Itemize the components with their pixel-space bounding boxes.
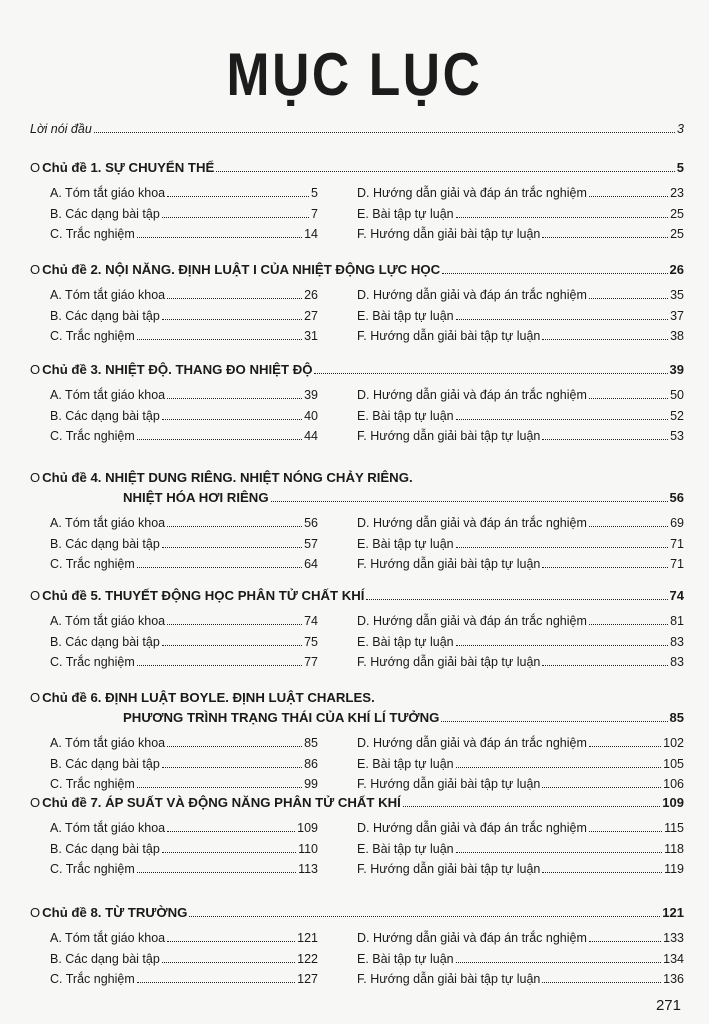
- chapter-page: 109: [662, 795, 684, 810]
- subentry-page: 7: [311, 206, 318, 221]
- dot-leader: [167, 195, 309, 197]
- chapter-title: Chủ đề 8. TỪ TRƯỜNG: [42, 905, 188, 920]
- dot-leader: [542, 871, 662, 873]
- toc-subentry[interactable]: [50, 409, 318, 423]
- subentry-page: 99: [304, 777, 318, 791]
- toc-subentry[interactable]: [357, 207, 684, 221]
- circle-bullet-icon: O: [30, 690, 41, 705]
- subentry-label: E. Bài tập tự luận: [357, 951, 454, 966]
- subentry-page: 40: [304, 408, 318, 423]
- subentry-label: C. Trắc nghiệm: [50, 557, 135, 571]
- subentry-page: 115: [664, 821, 684, 835]
- subentry-label: F. Hướng dẫn giải bài tập tự luận: [357, 227, 541, 241]
- dot-leader: [162, 961, 295, 963]
- dot-leader: [271, 500, 668, 502]
- subentry-page: 56: [304, 516, 318, 530]
- dot-leader: [167, 397, 302, 399]
- dot-leader: [441, 720, 667, 722]
- chapter-heading-continued[interactable]: [123, 710, 684, 725]
- toc-subentry[interactable]: [50, 635, 318, 649]
- subentry-page: 57: [304, 536, 318, 551]
- subentry-label: B. Các dạng bài tập: [50, 308, 160, 323]
- chapter-heading[interactable]: [30, 588, 684, 603]
- subentry-page: 119: [664, 862, 684, 876]
- subentry-label: B. Các dạng bài tập: [50, 951, 160, 966]
- subentry-page: 118: [664, 841, 684, 856]
- toc-subentry[interactable]: [357, 635, 684, 649]
- subentry-page: 69: [670, 516, 684, 530]
- subentry-page: 27: [304, 308, 318, 323]
- chapter-page: 5: [676, 160, 684, 175]
- subentry-label: F. Hướng dẫn giải bài tập tự luận: [357, 329, 541, 343]
- subentry-label: F. Hướng dẫn giải bài tập tự luận: [357, 655, 541, 669]
- subentry-label: A. Tóm tắt giáo khoa: [50, 931, 166, 945]
- toc-subentry[interactable]: [357, 972, 684, 986]
- toc-subentry[interactable]: [357, 614, 684, 628]
- subentry-page: 110: [298, 841, 318, 856]
- toc-subentry[interactable]: [357, 186, 684, 200]
- subentry-page: 106: [663, 777, 684, 791]
- subentry-label: F. Hướng dẫn giải bài tập tự luận: [357, 777, 541, 791]
- dot-leader: [456, 644, 668, 646]
- dot-leader: [589, 397, 668, 399]
- subentry-label: E. Bài tập tự luận: [357, 408, 454, 423]
- subentry-label: A. Tóm tắt giáo khoa: [50, 186, 166, 200]
- subentry-label: D. Hướng dẫn giải và đáp án trắc nghiệm: [357, 288, 587, 302]
- circle-bullet-icon: O: [30, 905, 41, 920]
- preface-page: 3: [677, 122, 684, 136]
- subentry-label: D. Hướng dẫn giải và đáp án trắc nghiệm: [357, 736, 587, 750]
- toc-subentry[interactable]: [50, 288, 318, 302]
- dot-leader: [162, 766, 302, 768]
- circle-bullet-icon: O: [30, 362, 41, 377]
- chapter-title: Chủ đề 5. THUYẾT ĐỘNG HỌC PHÂN TỬ CHẤT KHÍ: [42, 588, 365, 603]
- toc-subentry[interactable]: [357, 821, 684, 835]
- subentry-page: 134: [663, 951, 684, 966]
- dot-leader: [456, 318, 668, 320]
- chapter-title: Chủ đề 1. SỰ CHUYỂN THỂ: [42, 160, 215, 175]
- dot-leader: [456, 851, 662, 853]
- toc-subentry[interactable]: [50, 757, 318, 771]
- subentry-page: 35: [670, 288, 684, 302]
- subentry-label: D. Hướng dẫn giải và đáp án trắc nghiệm: [357, 821, 587, 835]
- toc-subentry[interactable]: [50, 952, 318, 966]
- subentry-label: A. Tóm tắt giáo khoa: [50, 388, 166, 402]
- subentry-label: A. Tóm tắt giáo khoa: [50, 614, 166, 628]
- dot-leader: [589, 195, 668, 197]
- subentry-page: 86: [304, 756, 318, 771]
- chapter-title: Chủ đề 6. ĐỊNH LUẬT BOYLE. ĐỊNH LUẬT CHARLES.: [42, 690, 375, 705]
- dot-leader: [542, 236, 668, 238]
- subentry-label: D. Hướng dẫn giải và đáp án trắc nghiệm: [357, 931, 587, 945]
- dot-leader: [162, 644, 302, 646]
- toc-subentry[interactable]: [50, 537, 318, 551]
- toc-subentry[interactable]: [50, 655, 318, 669]
- dot-leader: [542, 338, 668, 340]
- subentry-page: 83: [670, 634, 684, 649]
- dot-leader: [314, 372, 667, 374]
- toc-subentry[interactable]: [357, 736, 684, 750]
- subentry-page: 50: [670, 388, 684, 402]
- dot-leader: [167, 745, 302, 747]
- dot-leader: [167, 525, 302, 527]
- dot-leader: [167, 297, 302, 299]
- dot-leader: [137, 236, 302, 238]
- dot-leader: [167, 623, 302, 625]
- dot-leader: [162, 216, 309, 218]
- toc-subentry[interactable]: [50, 557, 318, 571]
- toc-subentry[interactable]: [50, 186, 318, 200]
- dot-leader: [442, 272, 667, 274]
- dot-leader: [167, 830, 295, 832]
- subentry-page: 37: [670, 308, 684, 323]
- subentry-label: E. Bài tập tự luận: [357, 841, 454, 856]
- subentry-page: 52: [670, 408, 684, 423]
- dot-leader: [137, 438, 302, 440]
- subentry-page: 105: [663, 756, 684, 771]
- chapter-page: 74: [669, 588, 684, 603]
- subentry-page: 71: [670, 536, 684, 551]
- toc-subentry[interactable]: [357, 862, 684, 876]
- dot-leader: [167, 940, 295, 942]
- chapter-heading[interactable]: [30, 160, 684, 175]
- subentry-page: 26: [304, 288, 318, 302]
- dot-leader: [589, 623, 668, 625]
- subentry-page: 23: [670, 186, 684, 200]
- toc-subentry[interactable]: [357, 557, 684, 571]
- dot-leader: [456, 546, 668, 548]
- subentry-label: C. Trắc nghiệm: [50, 227, 135, 241]
- circle-bullet-icon: O: [30, 588, 41, 603]
- subentry-page: 38: [670, 329, 684, 343]
- subentry-page: 5: [311, 186, 318, 200]
- dot-leader: [542, 664, 668, 666]
- chapter-heading[interactable]: [30, 262, 684, 277]
- subentry-label: F. Hướng dẫn giải bài tập tự luận: [357, 862, 541, 876]
- toc-subentry[interactable]: [50, 777, 318, 791]
- subentry-page: 74: [304, 614, 318, 628]
- subentry-page: 85: [304, 736, 318, 750]
- dot-leader: [542, 566, 668, 568]
- dot-leader: [589, 297, 668, 299]
- subentry-label: A. Tóm tắt giáo khoa: [50, 736, 166, 750]
- chapter-heading[interactable]: [30, 905, 684, 920]
- circle-bullet-icon: O: [30, 795, 41, 810]
- toc-subentry[interactable]: [50, 931, 318, 945]
- dot-leader: [403, 805, 660, 807]
- toc-subentry[interactable]: [50, 862, 318, 876]
- dot-leader: [456, 216, 668, 218]
- subentry-label: B. Các dạng bài tập: [50, 206, 160, 221]
- toc-subentry[interactable]: [357, 777, 684, 791]
- subentry-page: 109: [297, 821, 318, 835]
- dot-leader: [137, 981, 295, 983]
- toc-subentry[interactable]: [357, 655, 684, 669]
- subentry-label: C. Trắc nghiệm: [50, 655, 135, 669]
- dot-leader: [137, 664, 302, 666]
- page-number: 271: [655, 997, 681, 1014]
- subentry-label: E. Bài tập tự luận: [357, 536, 454, 551]
- subentry-label: C. Trắc nghiệm: [50, 777, 135, 791]
- chapter-title-line2: PHƯƠNG TRÌNH TRẠNG THÁI CỦA KHÍ LÍ TƯỞNG: [123, 710, 440, 725]
- subentry-page: 71: [670, 557, 684, 571]
- chapter-heading[interactable]: [30, 470, 413, 485]
- chapter-page: 56: [669, 490, 684, 505]
- dot-leader: [94, 131, 675, 133]
- toc-subentry[interactable]: [50, 429, 318, 443]
- toc-subentry[interactable]: [50, 842, 318, 856]
- toc-subentry[interactable]: [357, 931, 684, 945]
- subentry-page: 77: [304, 655, 318, 669]
- subentry-label: C. Trắc nghiệm: [50, 972, 135, 986]
- dot-leader: [162, 318, 302, 320]
- toc-subentry[interactable]: [357, 757, 684, 771]
- dot-leader: [137, 871, 296, 873]
- toc-subentry[interactable]: [357, 329, 684, 343]
- chapter-title: Chủ đề 7. ÁP SUẤT VÀ ĐỘNG NĂNG PHÂN TỬ CHẤT KHÍ: [42, 795, 401, 810]
- toc-subentry[interactable]: [50, 516, 318, 530]
- dot-leader: [189, 915, 660, 917]
- toc-subentry[interactable]: [50, 736, 318, 750]
- subentry-page: 53: [670, 429, 684, 443]
- dot-leader: [589, 745, 661, 747]
- subentry-label: A. Tóm tắt giáo khoa: [50, 821, 166, 835]
- subentry-page: 83: [670, 655, 684, 669]
- toc-subentry[interactable]: [357, 537, 684, 551]
- subentry-label: E. Bài tập tự luận: [357, 206, 454, 221]
- subentry-label: A. Tóm tắt giáo khoa: [50, 516, 166, 530]
- subentry-label: E. Bài tập tự luận: [357, 756, 454, 771]
- toc-subentry[interactable]: [357, 288, 684, 302]
- subentry-page: 136: [663, 972, 684, 986]
- subentry-label: A. Tóm tắt giáo khoa: [50, 288, 166, 302]
- subentry-label: D. Hướng dẫn giải và đáp án trắc nghiệm: [357, 186, 587, 200]
- subentry-label: B. Các dạng bài tập: [50, 756, 160, 771]
- chapter-title: Chủ đề 4. NHIỆT DUNG RIÊNG. NHIỆT NÓNG CHẢY RIÊNG.: [42, 470, 413, 485]
- subentry-page: 75: [304, 634, 318, 649]
- toc-subentry[interactable]: [50, 207, 318, 221]
- subentry-label: D. Hướng dẫn giải và đáp án trắc nghiệm: [357, 516, 587, 530]
- toc-subentry[interactable]: [50, 227, 318, 241]
- subentry-label: D. Hướng dẫn giải và đáp án trắc nghiệm: [357, 388, 587, 402]
- toc-subentry[interactable]: [50, 972, 318, 986]
- toc-subentry[interactable]: [50, 821, 318, 835]
- chapter-page: 85: [669, 710, 684, 725]
- dot-leader: [162, 851, 296, 853]
- subentry-label: B. Các dạng bài tập: [50, 634, 160, 649]
- dot-leader: [542, 438, 668, 440]
- toc-subentry[interactable]: [357, 227, 684, 241]
- subentry-label: E. Bài tập tự luận: [357, 634, 454, 649]
- subentry-label: F. Hướng dẫn giải bài tập tự luận: [357, 429, 541, 443]
- subentry-label: C. Trắc nghiệm: [50, 329, 135, 343]
- subentry-page: 25: [670, 206, 684, 221]
- dot-leader: [137, 566, 302, 568]
- subentry-page: 64: [304, 557, 318, 571]
- dot-leader: [589, 525, 668, 527]
- chapter-heading[interactable]: [30, 690, 375, 705]
- dot-leader: [162, 418, 302, 420]
- chapter-title: Chủ đề 2. NỘI NĂNG. ĐỊNH LUẬT I CỦA NHIỆT ĐỘNG LỰC HỌC: [42, 262, 441, 277]
- toc-subentry[interactable]: [50, 309, 318, 323]
- subentry-label: B. Các dạng bài tập: [50, 536, 160, 551]
- chapter-heading-continued[interactable]: [123, 490, 684, 505]
- subentry-label: B. Các dạng bài tập: [50, 841, 160, 856]
- toc-subentry[interactable]: [357, 842, 684, 856]
- toc-entry-preface[interactable]: [30, 120, 684, 136]
- toc-subentry[interactable]: [357, 388, 684, 402]
- dot-leader: [216, 170, 675, 172]
- toc-subentry[interactable]: [50, 614, 318, 628]
- page-title: MỤC LỤC: [226, 41, 483, 108]
- dot-leader: [542, 981, 661, 983]
- subentry-page: 25: [670, 227, 684, 241]
- circle-bullet-icon: O: [30, 160, 41, 175]
- subentry-label: C. Trắc nghiệm: [50, 862, 135, 876]
- subentry-page: 113: [298, 862, 318, 876]
- subentry-label: F. Hướng dẫn giải bài tập tự luận: [357, 972, 541, 986]
- subentry-page: 81: [670, 614, 684, 628]
- subentry-page: 14: [304, 227, 318, 241]
- subentry-page: 44: [304, 429, 318, 443]
- subentry-page: 122: [297, 951, 318, 966]
- preface-label: Lời nói đầu: [30, 122, 92, 136]
- dot-leader: [456, 418, 668, 420]
- circle-bullet-icon: O: [30, 470, 41, 485]
- dot-leader: [542, 786, 661, 788]
- dot-leader: [137, 786, 302, 788]
- chapter-page: 121: [662, 905, 684, 920]
- dot-leader: [456, 961, 662, 963]
- toc-subentry[interactable]: [357, 409, 684, 423]
- dot-leader: [589, 940, 661, 942]
- chapter-title-line2: NHIỆT HÓA HƠI RIÊNG: [123, 490, 269, 505]
- toc-subentry[interactable]: [357, 429, 684, 443]
- subentry-label: F. Hướng dẫn giải bài tập tự luận: [357, 557, 541, 571]
- subentry-page: 133: [663, 931, 684, 945]
- dot-leader: [162, 546, 302, 548]
- toc-subentry[interactable]: [50, 388, 318, 402]
- subentry-label: E. Bài tập tự luận: [357, 308, 454, 323]
- subentry-label: B. Các dạng bài tập: [50, 408, 160, 423]
- subentry-page: 127: [297, 972, 318, 986]
- chapter-title: Chủ đề 3. NHIỆT ĐỘ. THANG ĐO NHIỆT ĐỘ: [42, 362, 313, 377]
- toc-subentry[interactable]: [50, 329, 318, 343]
- dot-leader: [366, 598, 667, 600]
- dot-leader: [456, 766, 662, 768]
- subentry-label: D. Hướng dẫn giải và đáp án trắc nghiệm: [357, 614, 587, 628]
- dot-leader: [137, 338, 302, 340]
- chapter-heading[interactable]: [30, 795, 684, 810]
- toc-subentry[interactable]: [357, 952, 684, 966]
- circle-bullet-icon: O: [30, 262, 41, 277]
- dot-leader: [589, 830, 662, 832]
- chapter-heading[interactable]: [30, 362, 684, 377]
- subentry-page: 39: [304, 388, 318, 402]
- subentry-page: 102: [663, 736, 684, 750]
- chapter-page: 26: [669, 262, 684, 277]
- toc-subentry[interactable]: [357, 309, 684, 323]
- subentry-label: C. Trắc nghiệm: [50, 429, 135, 443]
- subentry-page: 121: [297, 931, 318, 945]
- subentry-page: 31: [304, 329, 318, 343]
- chapter-page: 39: [669, 362, 684, 377]
- toc-subentry[interactable]: [357, 516, 684, 530]
